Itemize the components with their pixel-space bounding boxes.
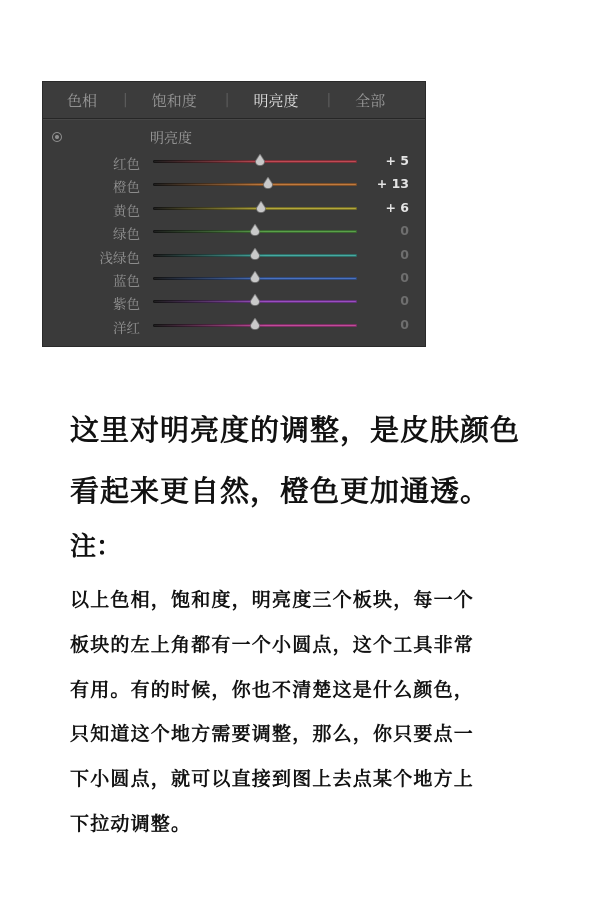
slider-thumb[interactable] (256, 201, 266, 212)
slider-thumb[interactable] (250, 224, 260, 235)
slider-value[interactable]: 0 (400, 269, 409, 285)
slider-row (43, 267, 425, 290)
hsl-panel (42, 81, 426, 347)
slider-track[interactable] (153, 207, 357, 210)
slider-list (43, 150, 425, 337)
slider-row (43, 290, 425, 313)
slider-value[interactable]: 0 (400, 293, 409, 309)
note-title: 注： (70, 532, 123, 562)
slider-row (43, 244, 425, 267)
tab-saturation[interactable]: 饱和度 (151, 91, 197, 110)
note-line: 以上色相，饱和度，明亮度三个板块，每一个 (70, 589, 475, 611)
slider-track[interactable] (153, 254, 357, 257)
slider-row (43, 197, 425, 220)
slider-label: 洋红 (113, 320, 140, 337)
target-adjustment-icon[interactable] (52, 132, 62, 142)
slider-value[interactable]: 0 (400, 223, 409, 239)
lead-paragraph (70, 400, 570, 522)
section-title: 明亮度 (150, 131, 192, 147)
note-line: 下小圆点，就可以直接到图上去点某个地方上 (70, 768, 475, 791)
slider-label: 蓝色 (113, 273, 140, 290)
slider-thumb[interactable] (250, 271, 260, 282)
slider-label: 红色 (113, 157, 140, 173)
slider-track[interactable] (153, 230, 357, 233)
note-line: 有用。有的时候，你也不清楚这是什么颜色， (70, 678, 475, 701)
slider-label: 浅绿色 (99, 250, 140, 267)
tab-divider: | (224, 92, 230, 108)
slider-track[interactable] (153, 160, 357, 163)
tab-divider: | (326, 92, 332, 108)
tab-hue[interactable]: 色相 (67, 91, 98, 110)
slider-value[interactable]: 0 (400, 316, 409, 332)
slider-label: 绿色 (113, 227, 140, 244)
slider-row (43, 314, 425, 337)
slider-value[interactable]: 0 (400, 246, 409, 262)
tab-all[interactable]: 全部 (355, 91, 386, 110)
slider-track[interactable] (153, 324, 357, 327)
slider-row (43, 220, 425, 243)
lead-line: 这里对明亮度的调整，是皮肤颜色 (70, 413, 521, 447)
slider-thumb[interactable] (255, 154, 265, 165)
slider-track[interactable] (153, 183, 357, 186)
note-line: 下拉动调整。 (70, 812, 192, 835)
tab-divider: | (123, 92, 128, 108)
slider-track[interactable] (153, 300, 357, 303)
slider-label: 紫色 (113, 297, 140, 314)
tab-luminance[interactable]: 明亮度 (253, 91, 299, 110)
slider-label: 橙色 (113, 180, 140, 197)
note-paragraph (70, 578, 570, 847)
slider-value[interactable]: + 13 (376, 176, 409, 192)
note-line: 板块的左上角都有一个小圆点，这个工具非常 (70, 633, 475, 656)
slider-thumb[interactable] (263, 177, 273, 188)
slider-value[interactable]: + 6 (385, 199, 409, 215)
note-line: 只知道这个地方需要调整，那么，你只要点一 (70, 723, 475, 746)
slider-track[interactable] (153, 277, 357, 280)
slider-thumb[interactable] (250, 294, 260, 305)
slider-row (43, 173, 425, 196)
luminance-section-header (43, 128, 425, 150)
hsl-tabs (43, 82, 425, 119)
slider-row (43, 150, 425, 173)
lead-line: 看起来更自然，橙色更加通透。 (70, 474, 491, 508)
slider-thumb[interactable] (250, 248, 260, 259)
slider-thumb[interactable] (250, 318, 260, 329)
slider-value[interactable]: + 5 (385, 153, 409, 168)
slider-label: 黄色 (113, 203, 140, 220)
